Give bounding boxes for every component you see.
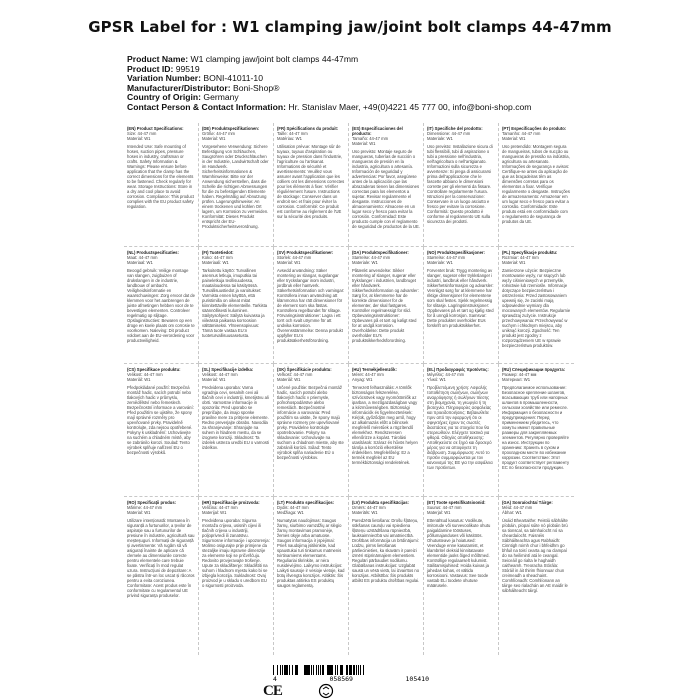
product-name-label: Product Name: (127, 54, 189, 64)
spec-cell (274, 497, 349, 655)
spec-heading: (IT) Specifiche del prodotto: (427, 126, 483, 131)
manufacturer-value: Boni-Shop® (233, 82, 280, 93)
spec-size-material: Dydis: 44-47 mm Medžiaga: W1 (277, 505, 309, 515)
origin-label: Country of Origin: (127, 92, 201, 103)
spec-cell (199, 247, 274, 364)
spec-body: Utilisation prévue: Montage sûr de tuyaux, tuyaux d'aspiration ou tuyaux de pression dans l'industrie, l'agriculture ou l'artisanat. Informations de sécurité et avertissements: Veuillez vous assurer avant l'application que les colliers ont les dimensions correctes pour les éléments à fixer. Vérifier régulièrement l'usure. Instructions de stockage: Conserver dans un endroit sec et frais pour éviter la corrosion. Conformité: Ce produit est conforme au règlement de l'UE sur la sécurité des produits. (277, 144, 345, 219)
spec-size-material: Rozmiar: 44-47 mm Materiał: W1 (502, 255, 539, 265)
spec-heading: (HR) Specifikacije proizvoda: (202, 500, 260, 505)
spec-size-material: Størrelse: 44-47 mm Materiale: W1 (352, 255, 391, 265)
spec-body: Úsáid Bheartaithe: Feistiú sábháilte píobáin, píopaí súite nó píobáin brú sa tionscal, sa talmhaíocht nó sa cheardaíocht. Faisnéis Sábháilteachta agus Rabhaidh: Cinntigh roimh chur i bhfeidhm go bhfuil na toisí cearta ag na clampaí do na heilimintí atá le ceangal. Seiceáil go rialta le haghaidh caitheamh. Treoracha Stórála: Stóráil in áit thirim fhionnuar chun creimeadh a sheachaint. Comhlíonadh: Comhlíonann an táirge seo rialachán an AE maidir le sábháilteacht táirgí. (502, 518, 568, 593)
contact-value: Hr. Stanislav Maer, +49(0)4221 45 777 00, info@boni-shop.com (288, 101, 532, 112)
spec-heading: (SK) Špecifikácie produktu: (277, 367, 332, 372)
spec-cell (199, 123, 274, 247)
spec-cell (124, 247, 199, 364)
spec-body: Zamierzone użycie: Bezpieczne montowanie węży, rur ssących lub węży ciśnieniowych w przemyśle, rolnictwie lub rzemiośle. Informacje dotyczące bezpieczeństwa i ostrzeżenia: Przed zastosowaniem upewnij się, że zaciski mają odpowiednie wymiary dla mocowanych elementów. Regularnie sprawdzaj zużycie. Instrukcje przechowywania: Przechowywać w suchym i chłodnym miejscu, aby uniknąć korozji. Zgodność: Ten produkt jest zgodny z rozporządzeniem UE w sprawie bezpieczeństwa produktów. (502, 268, 571, 348)
spec-size-material: Størrelse: 44-47 mm Materiale: W1 (427, 255, 466, 265)
spec-size-material: Izmērs: 44-47 mm Materiāls: W1 (352, 505, 386, 515)
spec-body: Předpokládané použití: Bezpečná montáž hadic, sacích potrubí nebo tlakových hadic v průmyslu, zemědělství nebo řemeslech. Bezpečnostní informace a varování: Před použitím se ujistěte, že spony mají správné rozměry pro upevňované prvky. Pravidelně kontrolujte, zda nejsou opotřebené. Pokyny k uskladnění: Uchovávejte na suchém a chladném místě, aby se zabránilo korozi. Soulad: Tento výrobek splňuje nařízení EU o bezpečnosti výrobků. (127, 385, 194, 455)
spec-heading: (CS) Specifikace produktu: (127, 367, 181, 372)
spec-body: Predviđena uporaba: Sigurna montaža crijeva, usisnih cijevi ili tlačnih crijeva u industriji, poljoprivredi ili zanatstvu. Sigurnosne informacije i upozorenja: Molimo osigurajte prije primjene da stezaljke imaju ispravne dimenzije za elemente koji se pričvršćuju. Redovito provjeravajte trošenje. Upute za skladištenje: Skladištiti na suhom i hladnom mjestu kako bi se izbjegla korozija. Sukladnost: Ovaj proizvod je u skladu s uredbom EU o sigurnosti proizvoda. (202, 518, 270, 588)
spec-size-material: Dimensione: 44-47 mm Materiale: W1 (427, 131, 471, 141)
spec-cell (124, 364, 199, 497)
spec-size-material: Mărime: 44-47 mm Material: W1 (127, 505, 163, 515)
spec-heading: (SL) Specifikacije izdelka: (202, 367, 254, 372)
spec-heading: (LV) Produkta specifikācijas: (352, 500, 409, 505)
spec-body: Tarkoitettu käyttö: Turvallinen asennus letkuja, imuputkia tai paineletkuja teollisuudessa, maataloudessa tai käsityössä. Turvallisuustiedot ja varoitukset: Varmista ennen käyttöä, että puristimilla on oikeat mitat kiinnitettäville elementeille. Tarkista säännöllisesti kuluminen. Säilytysohjeet: Säilytä kuivassa ja viileässä paikassa korroosion välttämiseksi. Yhteensopivuus: Tämä tuote vastaa EU:n tuoteturvallisuusasetusta. (202, 268, 268, 338)
spec-heading: (FR) Spécifications du produit: (277, 126, 339, 131)
spec-heading: (DE) Produktspezifikationen: (202, 126, 260, 131)
spec-body: Beoogd gebruik: Veilige montage van slangen, zuigbuizen of drukslangen in de industrie, landbouw of ambacht. Veiligheidsinformatie en waarschuwingen: Zorg ervoor dat de klemmen voor het aanbrengen de juiste afmetingen hebben voor de te bevestigen elementen. Controleer regelmatig op slijtage. Opslaginstructies: Bewaren op een droge en koele plaats om corrosie te voorkomen. Naleving: Dit product voldoet aan de EU-verordening voor productveiligheid. (127, 268, 195, 343)
product-id-value: 99519 (175, 63, 200, 74)
contact-row (127, 103, 687, 113)
spec-heading: (RU) Спецификации продукта: (502, 367, 566, 372)
origin-value: Germany (203, 92, 239, 103)
recycle-icon-svg (318, 683, 334, 699)
spec-body: Forventet bruk: Trygg montering av slanger, sugerør eller trykkslanger i industri, landbruk eller håndverk. Sikkerhetsinformasjon og advarsler: Vennligst sørg for at klemmene har riktige dimensjoner for elementene som skal festes. Sjekk regelmessig for slitasje. Lagringsinstruksjoner: Oppbevares på et tørt og kjølig sted for å unngå korrosjon. Samsvar: Dette produktet overholder EUs forskrift om produktsikkerhet. (427, 268, 494, 328)
spec-size-material: Méid: 44-47 mm Ábhar: W1 (502, 505, 533, 515)
spec-cell (424, 123, 499, 247)
spec-body: Uso pretendido: Montagem segura de mangueiras, tubos de sucção ou mangueiras de pressão na indústria, agricultura ou artesanato. Informações de segurança e avisos: Certifique-se antes da aplicação de que as braçadeiras têm as dimensões corretas para os elementos a fixar. Verifique regularmente o desgaste. Instruções de armazenamento: Armazenar em um lugar seco e fresco para evitar a corrosão. Conformidade: Este produto está em conformidade com o regulamento de segurança de produtos da UE. (502, 144, 570, 224)
spec-cell (349, 247, 424, 364)
spec-cell (424, 497, 499, 655)
spec-size-material: Tamanho: 44-47 mm Material: W1 (502, 131, 541, 141)
product-name-value: W1 clamping jaw/joint bolt clamps 44-47mm (190, 54, 359, 64)
barcode-digits-mid: 058569 (329, 675, 353, 683)
spec-cell (499, 497, 574, 655)
spec-body: Vorgesehene Verwendung: Sichere Befestigung von Schläuchen, Saugrohren oder Druckschläuchen in der Industrie, Landwirtschaft oder im Handwerk. Sicherheitsinformationen & Warnhinweise: Bitte vor der Anwendung sicherstellen, dass die Schelle die richtigen Abmessungen für die zu befestigenden Elemente haben. Regelmäßig auf Abnutzung prüfen. Lagerungshinweise: An einem trockenen und kühlen Ort lagern, um Korrosion zu vermeiden. Konformität: Dieses Produkt entspricht der EU-Produktsicherheitsverordnung. (202, 144, 269, 229)
spec-heading: (PL) Specyfikacje produktu: (502, 250, 558, 255)
spec-size-material: Μέγεθος: 44-47 mm Υλικό: W1 (427, 372, 465, 382)
spec-heading: (RO) Specificații produs: (127, 500, 177, 505)
spec-body: Paredzētā lietošana: Drošu šļūteņu, sūkšanas cauruļu vai spiediena šļūteņu uzstādīšana rūpniecībā, lauksaimniecībā vai amatniecībā. Drošības informācija un brīdinājumi: Lūdzu, pirms lietošanas pārliecinieties, ka skavām ir pareizi izmēri stiprināmajiem elementiem. Regulāri pārbaudiet nodilumu. Glabāšanas instrukcijas: Uzglabāt sausā un vēsā vietā, lai izvairītos no korozijas. Atbilstība: Šis produkts atbilst ES produktu drošības regulai. (352, 518, 420, 583)
spec-cell (124, 497, 199, 655)
spec-cell (199, 497, 274, 655)
spec-cell (274, 364, 349, 497)
spec-body: Avsedd användning: Säker montering av slangar, sugslangar eller tryckslangar inom industri, jordbruk eller hantverk. Säkerhetsinformation och varningar: Kontrollera innan användning att klämmorna har rätt dimensioner för de element som ska fästas. Kontrollera regelbundet för slitage. Förvaringsinstruktioner: Lagra i ett torrt och svalt utrymme för att undvika korrosion. Överensstämmelse: Denna produkt uppfyller EU:s produktsäkerhetsförordning. (277, 268, 345, 343)
spec-body: Ettenähtud kasutus: Voolikute, imitorude või survevoolikute ohutu paigaldamine tööstuses, põllumajanduses või käsitöös. Ohutusteave ja hoiatused: Veenduge enne kasutamist, et klambritel oleksid kinnitatavate elementide jaoks õiged mõõtmed. Kontrollige regulaarselt kulumist. Säilitamisjuhised: Hoida kuivas ja jahedas kohas, et vältida korrosiooni. Vastavus: See toode vastab ELi toodete ohutuse määrusele. (427, 518, 491, 588)
spec-cell (424, 364, 499, 497)
spec-body: Προβλεπόμενη χρήση: Ασφαλής τοποθέτηση σωλήνων, σωλήνων αναρρόφησης ή σωλήνων πίεσης στη βιομηχανία, τη γεωργία ή τη βιοτεχνία. Πληροφορίες ασφαλείας και προειδοποιήσεις: Βεβαιωθείτε πριν από την εφαρμογή ότι οι σφιγκτήρες έχουν τις σωστές διαστάσεις για τα στοιχεία που θα στερεωθούν. Ελέγχετε τακτικά για φθορά. Οδηγίες αποθήκευσης: Αποθηκεύστε σε ξηρό και δροσερό μέρος για να αποφύγετε τη διάβρωση. Συμμόρφωση: Αυτό το προϊόν συμμορφώνεται με τον κανονισμό της ΕΕ για την ασφάλεια των προϊόντων. (427, 385, 493, 470)
spec-cell (424, 247, 499, 364)
ce-mark: CE (263, 683, 282, 699)
spec-body: Påtænkt anvendelse: Sikker montering af slanger, sugerør eller trykslanger i industrien, landbruget eller håndværk. Sikkerhedsinformation og advarsler: Sørg for, at klemmerne har de korrekte dimensioner for de elementer, der skal fastgøres. Kontroller regelmæssigt for slid. Opbevaringsinstruktioner: Opbevares på et tørt og køligt sted for at undgå korrosion. Overholdelse: Dette produkt overholder EU's produktsikkerhedsforordning. (352, 268, 419, 343)
barcode-bars (273, 665, 429, 675)
spec-cell (499, 247, 574, 364)
product-info (127, 55, 687, 113)
spec-heading: (HU) Termékjellemzők: (352, 367, 397, 372)
variation-value: BONI-41011-10 (203, 73, 263, 84)
barcode-bar (364, 665, 365, 675)
spec-size-material: Storlek: 44-47 mm Material: W1 (277, 255, 312, 265)
spec-body: Uso previsto: Installazione sicura di tubi flessibili, tubi di aspirazione o tubi a pressione nell'industria, nell'agricoltura o nell'artigianato. Informazioni sulla sicurezza e avvertenze: Si prega di assicurarsi prima dell'applicazione che le fascette abbiano le dimensioni corrette per gli elementi da fissare. Controllare regolarmente l'usura. Istruzioni per la conservazione: Conservare in un luogo asciutto e fresco per evitare la corrosione. Conformità: Questo prodotto è conforme al regolamento UE sulla sicurezza dei prodotti. (427, 144, 493, 224)
spec-cell (199, 364, 274, 497)
spec-body: Predvidena uporaba: Varna vgradnja cevi, sesalnih cevi ali tlačnih cevi v industriji, kmetijstvu ali obrti. Varnostne informacije in opozorila: Pred uporabo se prepričajte, da imajo sponke pravilne mere za pritrjene elemente. Redno preverjajte obrabo. Navodila za shranjevanje: Shranjujte na suhem in hladnem mestu, da se izognete koroziji. Skladnost: Ta izdelek ustreza uredbi EU o varnosti izdelkov. (202, 385, 270, 450)
barcode-digits-left: 4 (273, 675, 277, 683)
spec-heading: (LT) Produkto specifikacijos: (277, 500, 335, 505)
spec-size-material: Maat: 44-47 mm Materiaal: W1 (127, 255, 158, 265)
spec-cell (274, 247, 349, 364)
product-name-row (127, 55, 687, 65)
spec-size-material: Taille: 44-47 mm Matériau: W1 (277, 131, 308, 141)
spec-heading: (GA) Sonraíochtaí Táirge: (502, 500, 553, 505)
spec-cell (349, 497, 424, 655)
label-title: GPSR Label for : W1 clamping jaw/joint bolt clamps 44-47mm (88, 18, 612, 36)
spec-body: Numatytas naudojimas: Saugus žarnų, siurbimo vamzdžių ar slėgio žarnų montavimas pramonėje, žemės ūkyje arba amatuose. Saugos informacija ir įspėjimai: Prieš naudojimą įsitikinkite, kad spaustukai turi tinkamus matmenis tvirtinamiems elementams. Reguliariai tikrinkite, ar nėra nusidėvėjimo. Laikymo instrukcijos: Laikyti sausoje ir vėsioje vietoje, kad būtų išvengta korozijos. Atitiktis: Šis produktas atitinka ES produktų saugos reglamentą. (277, 518, 345, 588)
barcode-digits-right: 105410 (405, 675, 429, 683)
spec-heading: (NL) Productspecificaties: (127, 250, 179, 255)
spec-heading: (PT) Especificações do produto: (502, 126, 567, 131)
spec-heading: (ET) Toote spetsifikatsioonid: (427, 500, 486, 505)
spec-cell (274, 123, 349, 247)
spec-body: Tervezett felhasználás: A tömlők biztonságos felszerelése, szívócsövek vagy nyomótömlők az iparban, a mezőgazdaságban vagy a kézművességben. Biztonsági információk és figyelmeztetések: Kérjük, győződjön meg arról, hogy az alkalmazás előtt a bilincsek megfelelő méretűek a rögzítendő elemekhez. Rendszeresen ellenőrizze a kopást. Tárolási utasítások: Száraz és hűvös helyen tárolja a korrózió elkerülése érdekében. Megfelelőség: Ez a termék megfelel az EU termékbiztonsági rendeletének. (352, 385, 418, 465)
spec-size-material: Suurus: 44-47 mm Materjal: W1 (427, 505, 462, 515)
product-id-label: Product ID: (127, 63, 174, 74)
barcode (273, 661, 429, 683)
spec-size-material: Tamaño: 44-47 mm Material: W1 (352, 136, 389, 146)
spec-size-material: Velikost: 44-47 mm Material: W1 (202, 372, 238, 382)
spec-size-material: Koko: 44-47 mm Materiaali: W1 (202, 255, 233, 265)
variation-label: Variation Number: (127, 73, 202, 84)
spec-heading: (EN) Product Specifications: (127, 126, 184, 131)
spec-heading: (FI) Tuotetiedot: (202, 250, 234, 255)
spec-cell (349, 364, 424, 497)
spec-cell (349, 123, 424, 247)
spec-grid (124, 123, 574, 661)
compliance-marks (263, 683, 363, 700)
spec-size-material: Veľkosť: 44-47 mm Materiál: W1 (277, 372, 313, 382)
spec-body: Utilizare intenționată: Montarea în siguranță a furtunurilor, a țevilor de aspirație sau a furtunurilor de presiune în industrie, agricultură sau meșteșuguri. Informații de siguranță și avertismente: Vă rugăm să vă asigurați înainte de aplicare că clemele au dimensiunile corecte pentru elementele care trebuie fixate. Verificați în mod regulat uzura. Instrucțiuni de depozitare: A se păstra într-un loc uscat și răcoros pentru a evita coroziunea. Conformitate: Acest produs este în conformitate cu regulamentul UE privind siguranța produselor. (127, 518, 195, 598)
spec-size-material: Méret: 44-47 mm Anyag: W1 (352, 372, 384, 382)
spec-heading: (NO) Produktspesifikasjoner: (427, 250, 485, 255)
spec-heading: (ES) Especificaciones del producto: (352, 126, 403, 136)
spec-size-material: Size: 44-47 mm Material: W1 (127, 131, 157, 141)
spec-heading: (DA) Produktspecifikationer: (352, 250, 409, 255)
spec-heading: (SV) Produktspecifikationer: (277, 250, 334, 255)
spec-size-material: Velikost: 44-47 mm Materiál: W1 (127, 372, 163, 382)
spec-body: Intended Use: Safe mounting of hoses, suction pipes, pressure hoses in industry, craftsman or crafts. Safety Information & Warnings: Please ensure before application that the clamp has the correct dimensions for the elements to be fastened. Check regularly for wear. Storage Instructions: Store in a dry and cool place to avoid corrosion. Compliance: This product complies with the EU product safety regulation. (127, 144, 194, 209)
spec-size-material: Größe: 44-47 mm Material: W1 (202, 131, 236, 141)
spec-body: Určené použitie: Bezpečná montáž hadíc, sacích potrubí alebo tlakových hadíc v priemysle, poľnohospodárstve alebo remeslách. Bezpečnostné informácie a varovania: Pred použitím sa uistite, že spony majú správne rozmery pre upevňované prvky. Pravidelne kontrolujte opotrebovanie. Pokyny na skladovanie: Uchovávajte na suchom a chladnom mieste, aby ste zabránili korózii. Súlad: Tento výrobok spĺňa nariadenie EÚ o bezpečnosti výrobkov. (277, 385, 344, 460)
spec-heading: (EL) Προδιαγραφές προϊόντος: (427, 367, 489, 372)
spec-size-material: Размер: 44-47 мм Материал: W1 (502, 372, 537, 382)
spec-size-material: Veličina: 44-47 mm Materijal: W1 (202, 505, 238, 515)
manufacturer-label: Manufacturer/Distributor: (127, 82, 231, 93)
spec-body: Предполагаемое использование: Безопасное крепление шлангов, всасывающих труб или напорных шлангов в промышленности, сельском хозяйстве или ремесле. Информация о безопасности и предупреждения: Перед применением убедитесь, что хомуты имеют правильные размеры для закрепляемых элементов. Регулярно проверяйте на износ. Инструкции по хранению: Хранить в сухом и прохладном месте во избежание коррозии. Соответствие: Этот продукт соответствует регламенту ЕС по безопасности продукции. (502, 385, 570, 470)
contact-label: Contact Person & Contact Information: (127, 101, 286, 112)
barcode-numbers (273, 675, 429, 683)
spec-cell (499, 123, 574, 247)
recycle-icon (318, 683, 334, 700)
spec-body: Uso previsto: Montaje seguro de mangueras, tuberías de succión o mangueras de presión en la industria, agricultura o artesanía. Información de seguridad y advertencias: Por favor, asegúrese antes de la aplicación que las abrazaderas tienen las dimensiones correctas para los elementos a sujetar. Revisar regularmente el desgaste. Instrucciones de almacenamiento: Almacene en un lugar seco y fresco para evitar la corrosión. Conformidad: Este producto cumple con el reglamento de seguridad de productos de la UE. (352, 149, 420, 229)
spec-cell (124, 123, 199, 247)
spec-cell (499, 364, 574, 497)
